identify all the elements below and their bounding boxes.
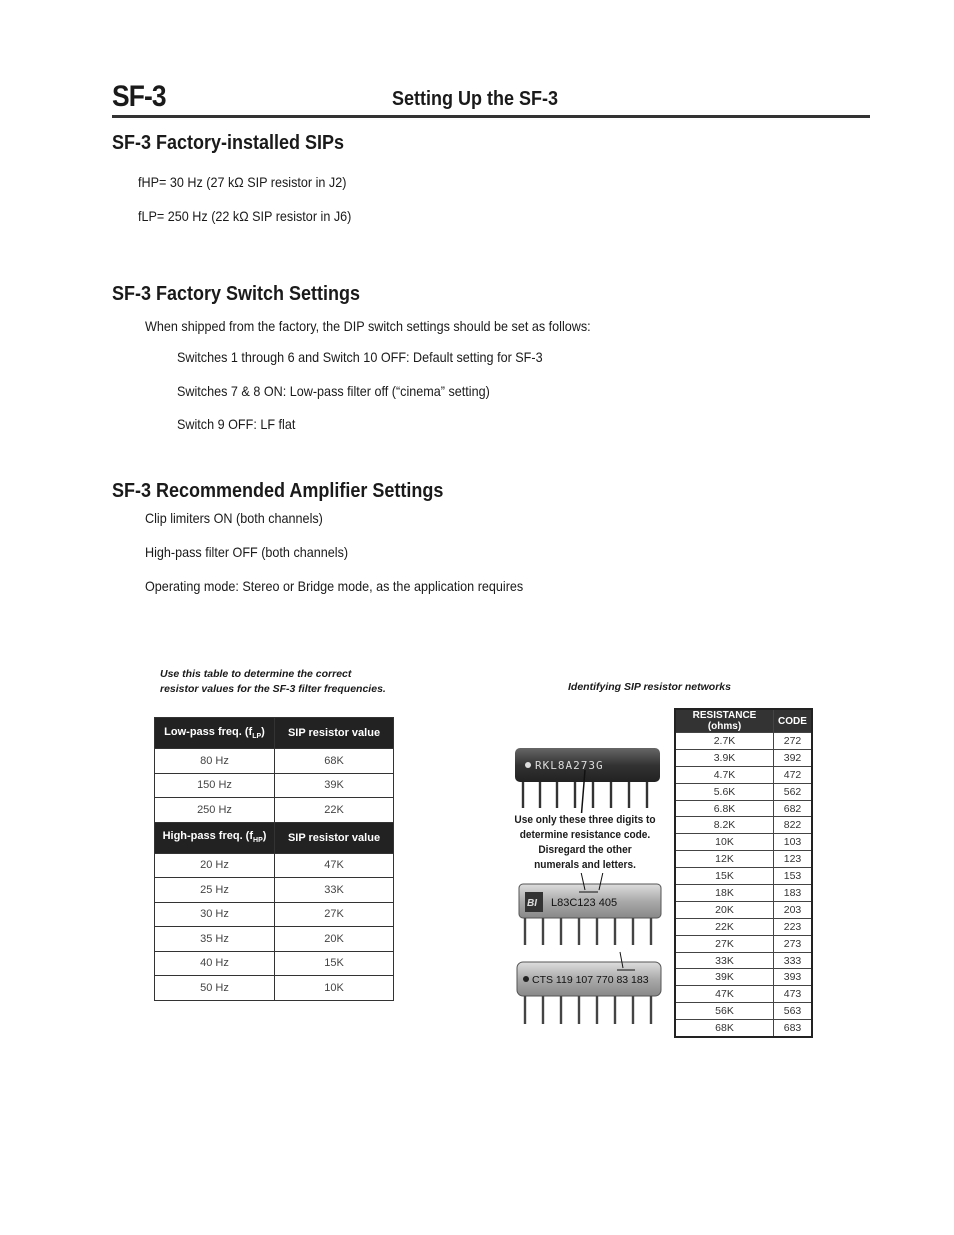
code-cell: 333 — [774, 952, 813, 969]
table-row — [675, 969, 812, 986]
table-row — [155, 976, 394, 1001]
freq-table-caption — [160, 667, 386, 697]
table-row — [155, 853, 394, 878]
svg-text:BI: BI — [527, 898, 537, 909]
code-cell: 123 — [774, 851, 813, 868]
code-cell: 203 — [774, 901, 813, 918]
code-cell: 683 — [774, 1020, 813, 1037]
resistance-cell: 4.7K — [675, 766, 774, 783]
resistance-cell: 20K — [675, 901, 774, 918]
resistance-header: RESISTANCE (ohms) — [675, 709, 774, 733]
value-cell: 27K — [275, 902, 394, 927]
svg-text:RKL8A273G: RKL8A273G — [535, 759, 604, 772]
code-cell: 392 — [774, 749, 813, 766]
freq-cell: 50 Hz — [155, 976, 275, 1001]
freq-cell: 35 Hz — [155, 927, 275, 952]
resistance-cell: 47K — [675, 986, 774, 1003]
sip-chip-2 — [519, 872, 661, 945]
value-cell: 68K — [275, 749, 394, 774]
code-cell: 393 — [774, 969, 813, 986]
table-row — [675, 817, 812, 834]
value-cell: 39K — [275, 773, 394, 798]
lp-freq-header: Low-pass freq. $(f_{LP})$ — [155, 718, 275, 749]
code-cell: 822 — [774, 817, 813, 834]
hp-freq-header: High-pass freq. $(f_{HP})$ — [155, 822, 275, 853]
table-row — [155, 773, 394, 798]
value-cell: 33K — [275, 878, 394, 903]
sip-note — [511, 813, 658, 873]
resistance-cell: 39K — [675, 969, 774, 986]
table-row — [155, 927, 394, 952]
code-cell: 272 — [774, 733, 813, 750]
freq-cell: 250 Hz — [155, 798, 275, 823]
table-row — [675, 952, 812, 969]
amp-heading: SF-3 Recommended Amplifier Settings — [112, 480, 444, 502]
code-cell: 682 — [774, 800, 813, 817]
sip-chip-1 — [515, 748, 660, 820]
resistance-cell: 6.8K — [675, 800, 774, 817]
svg-text:L83C123 405: L83C123 405 — [551, 897, 618, 909]
note-line: numerals and letters. — [534, 859, 636, 871]
note-line: Disregard the other — [538, 844, 632, 856]
value-cell: 47K — [275, 853, 394, 878]
freq-cell: 20 Hz — [155, 853, 275, 878]
resistance-cell: 22K — [675, 918, 774, 935]
code-header: CODE — [774, 709, 813, 733]
header-rule — [112, 115, 870, 118]
sip-networks-illustration — [505, 740, 670, 1035]
resistance-cell: 68K — [675, 1020, 774, 1037]
amp-line: Operating mode: Stereo or Bridge mode, as the application requires — [145, 578, 524, 594]
code-cell: 183 — [774, 885, 813, 902]
lp-header-row — [155, 718, 394, 749]
caption-line: resistor values for the SF-3 filter frequencies. — [160, 683, 386, 695]
resistance-code-table — [674, 708, 813, 1038]
table-row — [675, 783, 812, 800]
value-cell: 10K — [275, 976, 394, 1001]
hp-header-row — [155, 822, 394, 853]
switch-line: Switch 9 OFF: LF flat — [177, 416, 296, 432]
page-title: Setting Up the SF-3 — [392, 88, 559, 110]
freq-cell: 40 Hz — [155, 951, 275, 976]
value-cell: 20K — [275, 927, 394, 952]
code-cell: 562 — [774, 783, 813, 800]
rtab-header-row — [675, 709, 812, 733]
table-row — [675, 918, 812, 935]
freq-cell: 25 Hz — [155, 878, 275, 903]
table-row — [155, 798, 394, 823]
code-cell: 473 — [774, 986, 813, 1003]
table-row — [675, 834, 812, 851]
amp-line: Clip limiters ON (both channels) — [145, 510, 323, 526]
sip-line-lp: fLP= 250 Hz (22 kΩ SIP resistor in J6) — [138, 208, 352, 224]
resistance-cell: 5.6K — [675, 783, 774, 800]
resistance-cell: 10K — [675, 834, 774, 851]
sip-line-hp: fHP= 30 Hz (27 kΩ SIP resistor in J2) — [138, 174, 347, 190]
sip-chip-3 — [517, 952, 661, 1024]
switch-line: Switches 7 & 8 ON: Low-pass filter off (“cinema” setting) — [177, 383, 490, 399]
amp-line: High-pass filter OFF (both channels) — [145, 544, 349, 560]
switch-line: Switches 1 through 6 and Switch 10 OFF: Default setting for SF-3 — [177, 349, 543, 365]
table-row — [155, 951, 394, 976]
resistance-cell: 27K — [675, 935, 774, 952]
table-row — [155, 878, 394, 903]
resistance-cell: 8.2K — [675, 817, 774, 834]
resistance-cell: 2.7K — [675, 733, 774, 750]
table-row — [675, 935, 812, 952]
value-cell: 22K — [275, 798, 394, 823]
freq-cell: 150 Hz — [155, 773, 275, 798]
table-row — [675, 1003, 812, 1020]
resistance-cell: 56K — [675, 1003, 774, 1020]
sip-figure-caption: Identifying SIP resistor networks — [568, 681, 731, 693]
resistance-cell: 18K — [675, 885, 774, 902]
model-name: SF-3 — [112, 80, 166, 113]
note-line: Use only these three digits to — [514, 814, 656, 826]
switches-intro: When shipped from the factory, the DIP switch settings should be set as follows: — [145, 318, 591, 334]
value-cell: 15K — [275, 951, 394, 976]
table-row — [675, 901, 812, 918]
code-cell: 472 — [774, 766, 813, 783]
sips-heading: SF-3 Factory-installed SIPs — [112, 132, 345, 154]
hp-value-header: SIP resistor value — [275, 822, 394, 853]
table-row — [675, 1020, 812, 1037]
resistance-cell: 15K — [675, 868, 774, 885]
lp-value-header: SIP resistor value — [275, 718, 394, 749]
frequency-table — [154, 717, 394, 1001]
table-row — [675, 868, 812, 885]
code-cell: 153 — [774, 868, 813, 885]
table-row — [675, 800, 812, 817]
resistance-cell: 3.9K — [675, 749, 774, 766]
freq-cell: 30 Hz — [155, 902, 275, 927]
table-row — [675, 766, 812, 783]
switches-heading: SF-3 Factory Switch Settings — [112, 283, 361, 305]
code-cell: 223 — [774, 918, 813, 935]
table-row — [675, 986, 812, 1003]
caption-line: Use this table to determine the correct — [160, 668, 352, 680]
code-cell: 273 — [774, 935, 813, 952]
svg-text:CTS 119 107 770 83 183: CTS 119 107 770 83 183 — [532, 974, 649, 986]
table-row — [675, 733, 812, 750]
freq-cell: 80 Hz — [155, 749, 275, 774]
table-row — [675, 851, 812, 868]
note-line: determine resistance code. — [519, 829, 651, 841]
code-cell: 103 — [774, 834, 813, 851]
code-cell: 563 — [774, 1003, 813, 1020]
resistance-cell: 12K — [675, 851, 774, 868]
resistance-cell: 33K — [675, 952, 774, 969]
table-row — [155, 749, 394, 774]
table-row — [155, 902, 394, 927]
table-row — [675, 885, 812, 902]
table-row — [675, 749, 812, 766]
